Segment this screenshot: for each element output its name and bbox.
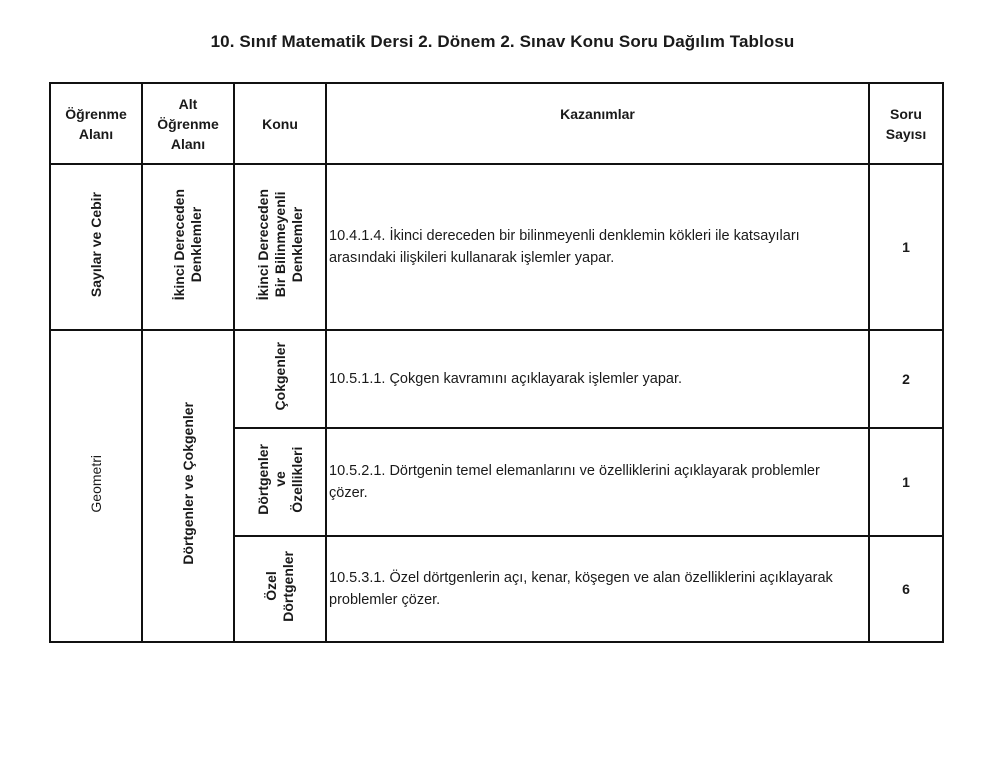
alt-ogrenme-alani-cell: Dörtgenler ve Çokgenler [142, 330, 234, 642]
ogrenme-alani-cell: Sayılar ve Cebir [50, 164, 142, 330]
kazanim-cell: 10.4.1.4. İkinci dereceden bir bilinmeyenli denklemin kökleri ile katsayıları arasındaki ilişkileri kullanarak işlemler yapar. [326, 164, 869, 330]
konu-cell: İkinci Dereceden Bir Bilinmeyenli Denklemler [234, 164, 326, 330]
kazanim-cell: 10.5.2.1. Dörtgenin temel elemanlarını ve özelliklerini açıklayarak problemler çözer. [326, 428, 869, 536]
header-konu: Konu [234, 83, 326, 164]
header-alt-ogrenme-alani: Alt Öğrenme Alanı [142, 83, 234, 164]
kazanim-cell: 10.5.1.1. Çokgen kavramını açıklayarak işlemler yapar. [326, 330, 869, 428]
soru-sayisi-cell: 1 [869, 428, 943, 536]
soru-sayisi-cell: 6 [869, 536, 943, 642]
header-kazanimlar: Kazanımlar [326, 83, 869, 164]
kazanim-cell: 10.5.3.1. Özel dörtgenlerin açı, kenar, köşegen ve alan özelliklerini açıklayarak problemler çözer. [326, 536, 869, 642]
alt-ogrenme-alani-cell: İkinci Dereceden Denklemler [142, 164, 234, 330]
header-row [50, 83, 943, 164]
soru-sayisi-cell: 1 [869, 164, 943, 330]
header-ogrenme-alani: Öğrenme Alanı [50, 83, 142, 164]
konu-cell: Çokgenler [234, 330, 326, 428]
table-row [50, 164, 943, 330]
konu-cell: Özel Dörtgenler [234, 536, 326, 642]
header-soru-sayisi: Soru Sayısı [869, 83, 943, 164]
page-title: 10. Sınıf Matematik Dersi 2. Dönem 2. Sınav Konu Soru Dağılım Tablosu [210, 32, 795, 51]
konu-cell: Dörtgenler ve Özellikleri [234, 428, 326, 536]
ogrenme-alani-cell: Geometri [50, 330, 142, 642]
table-row [50, 330, 943, 428]
distribution-table [49, 82, 944, 643]
soru-sayisi-cell: 2 [869, 330, 943, 428]
